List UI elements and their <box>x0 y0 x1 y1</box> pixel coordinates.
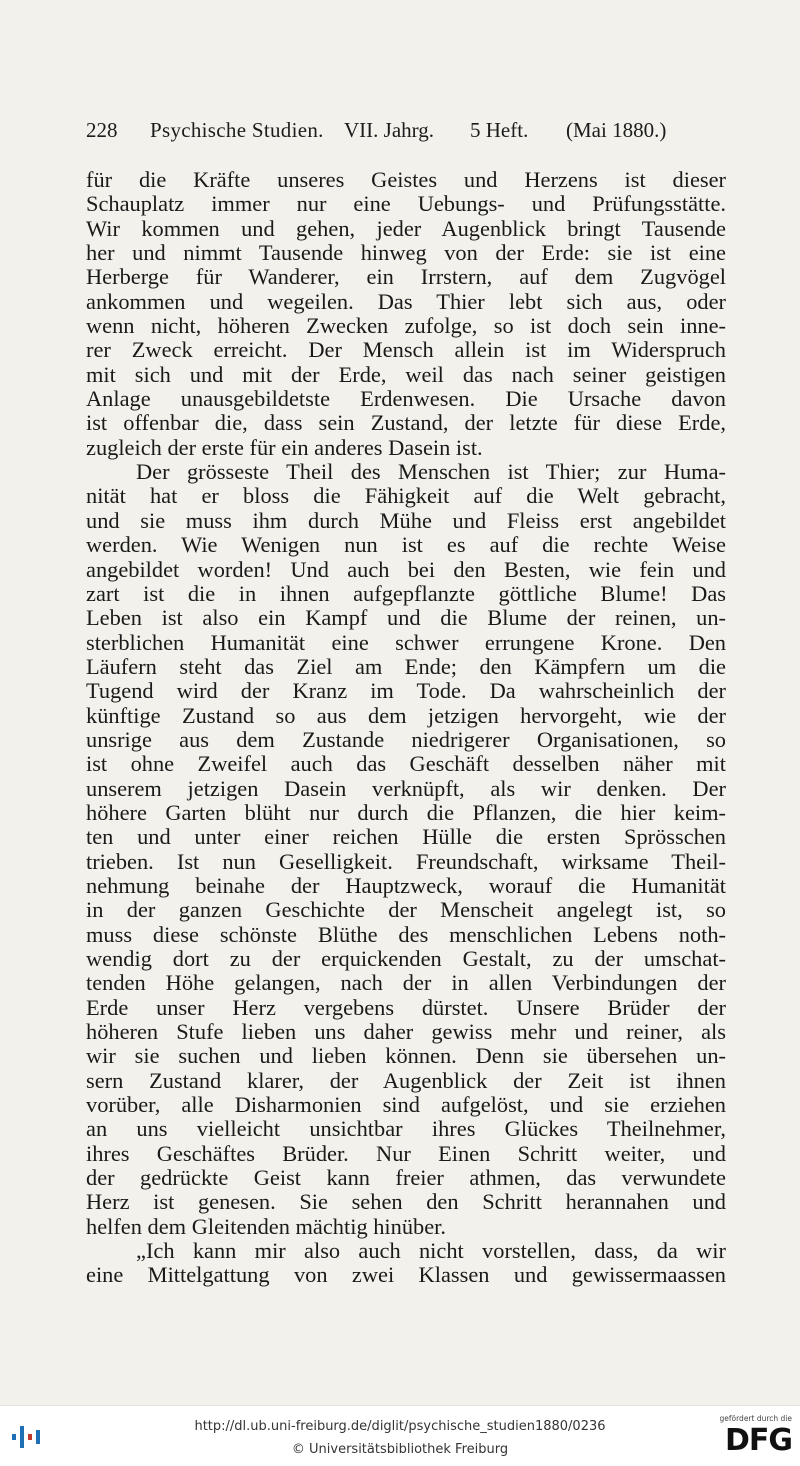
issue-label: 5 Heft. <box>470 118 529 142</box>
text-line: Wir kommen und gehen, jeder Augenblick bringt Tausende <box>86 216 726 241</box>
text-line: unsrige aus dem Zustande niedrigerer Organisationen, so <box>86 727 726 752</box>
text-line: in der ganzen Geschichte der Menscheit angelegt ist, so <box>86 898 726 923</box>
source-url-link[interactable]: http://dl.ub.uni-freiburg.de/diglit/psychische_studien1880/0236 <box>194 1419 606 1434</box>
text-line: ist ohne Zweifel auch das Geschäft desselben näher mit <box>86 752 726 777</box>
running-head <box>86 118 726 148</box>
text-line: künftige Zustand so aus dem jetzigen hervorgeht, wie der <box>86 703 726 728</box>
text-line: Schauplatz immer nur eine Uebungs- und Prüfungsstätte. <box>86 192 726 217</box>
text-line: höheren Stufe lieben uns daher gewiss mehr und reiner, als <box>86 1020 726 1045</box>
text-line: helfen dem Gleitenden mächtig hinüber. <box>86 1214 446 1239</box>
text-line: Anlage unausgebildetste Erdenwesen. Die Ursache davon <box>86 387 726 412</box>
text-line: ist offenbar die, dass sein Zustand, der letzte für diese Erde, <box>86 411 726 436</box>
text-line: vorüber, alle Disharmonien sind aufgelöst, und sie erziehen <box>86 1093 726 1118</box>
text-line: Leben ist also ein Kampf und die Blume der reinen, un- <box>86 606 726 631</box>
text-line: unserem jetzigen Dasein verknüpft, als wir denken. Der <box>86 776 726 801</box>
text-line: für die Kräfte unseres Geistes und Herzens ist dieser <box>86 168 726 192</box>
text-line: wendig dort zu der erquickenden Gestalt, zu der umschat- <box>86 947 726 971</box>
text-line: ten und unter einer reichen Hülle die ersten Sprösschen <box>86 825 726 850</box>
text-line: eine Mittelgattung von zwei Klassen und gewissermaassen <box>86 1263 726 1288</box>
text-line: der gedrückte Geist kann freier athmen, das verwundete <box>86 1166 726 1191</box>
text-line: höhere Garten blüht nur durch die Pflanzen, die hier keim- <box>86 800 726 825</box>
journal-title: Psychische Studien. <box>150 118 324 142</box>
text-line: an uns vielleicht unsichtbar ihres Glückes Theilnehmer, <box>86 1117 726 1142</box>
copyright-notice: © Universitätsbibliothek Freiburg <box>291 1442 509 1457</box>
footer-bar <box>0 1405 800 1466</box>
dfg-logo: DFG <box>724 1423 792 1458</box>
text-line: nität hat er bloss die Fähigkeit auf die Welt gebracht, <box>86 484 726 509</box>
text-line: wir sie suchen und lieben können. Denn sie übersehen un- <box>86 1044 726 1069</box>
text-line: zart ist die in ihnen aufgepflanzte göttliche Blume! Das <box>86 581 726 606</box>
text-line: nehmung beinahe der Hauptzweck, worauf die Humanität <box>86 873 726 898</box>
text-line: Der grösseste Theil des Menschen ist Thier; zur Huma- <box>136 460 726 485</box>
text-line: muss diese schönste Blüthe des menschlichen Lebens noth- <box>86 922 726 947</box>
text-line: ankommen und wegeilen. Das Thier lebt sich aus, oder <box>86 289 726 314</box>
dfg-badge <box>706 1414 792 1462</box>
volume-label: VII. Jahrg. <box>344 118 435 142</box>
text-line: ihres Geschäftes Brüder. Nur Einen Schritt weiter, und <box>86 1141 726 1166</box>
dfg-funder-note: gefördert durch die <box>719 1414 792 1423</box>
text-line: her und nimmt Tausende hinweg von der Erde: sie ist eine <box>86 241 726 266</box>
text-line: trieben. Ist nun Geselligkeit. Freundschaft, wirksame Theil- <box>86 849 726 874</box>
text-line: Erde unser Herz vergebens dürstet. Unsere Brüder der <box>86 995 726 1020</box>
text-line: und sie muss ihm durch Mühe und Fleiss erst angebildet <box>86 508 726 533</box>
text-line: wenn nicht, höheren Zwecken zufolge, so ist doch sein inne- <box>86 314 726 339</box>
text-line: sern Zustand klarer, der Augenblick der Zeit ist ihnen <box>86 1068 726 1093</box>
text-line: zugleich der erste für ein anderes Dasein ist. <box>86 435 483 460</box>
text-line: werden. Wie Wenigen nun ist es auf die rechte Weise <box>86 533 726 558</box>
page-number: 228 <box>86 118 118 142</box>
text-line: sterblichen Humanität eine schwer errungene Krone. Den <box>86 630 726 655</box>
text-line: „Ich kann mir also auch nicht vorstellen, dass, da wir <box>136 1239 726 1264</box>
text-line: mit sich und mit der Erde, weil das nach seiner geistigen <box>86 362 726 387</box>
text-line: rer Zweck erreicht. Der Mensch allein ist im Widerspruch <box>86 338 726 363</box>
text-line: Herz ist genesen. Sie sehen den Schritt herannahen und <box>86 1190 726 1215</box>
text-line: Läufern steht das Ziel am Ende; den Kämpfern um die <box>86 654 726 679</box>
text-line: Herberge für Wanderer, ein Irrstern, auf dem Zugvögel <box>86 265 726 290</box>
text-line: angebildet worden! Und auch bei den Besten, wie fein und <box>86 557 726 582</box>
issue-date: (Mai 1880.) <box>566 118 667 142</box>
body-text <box>86 168 726 1288</box>
text-line: Tugend wird der Kranz im Tode. Da wahrscheinlich der <box>86 679 726 704</box>
text-line: tenden Höhe gelangen, nach der in allen Verbindungen der <box>86 971 726 996</box>
